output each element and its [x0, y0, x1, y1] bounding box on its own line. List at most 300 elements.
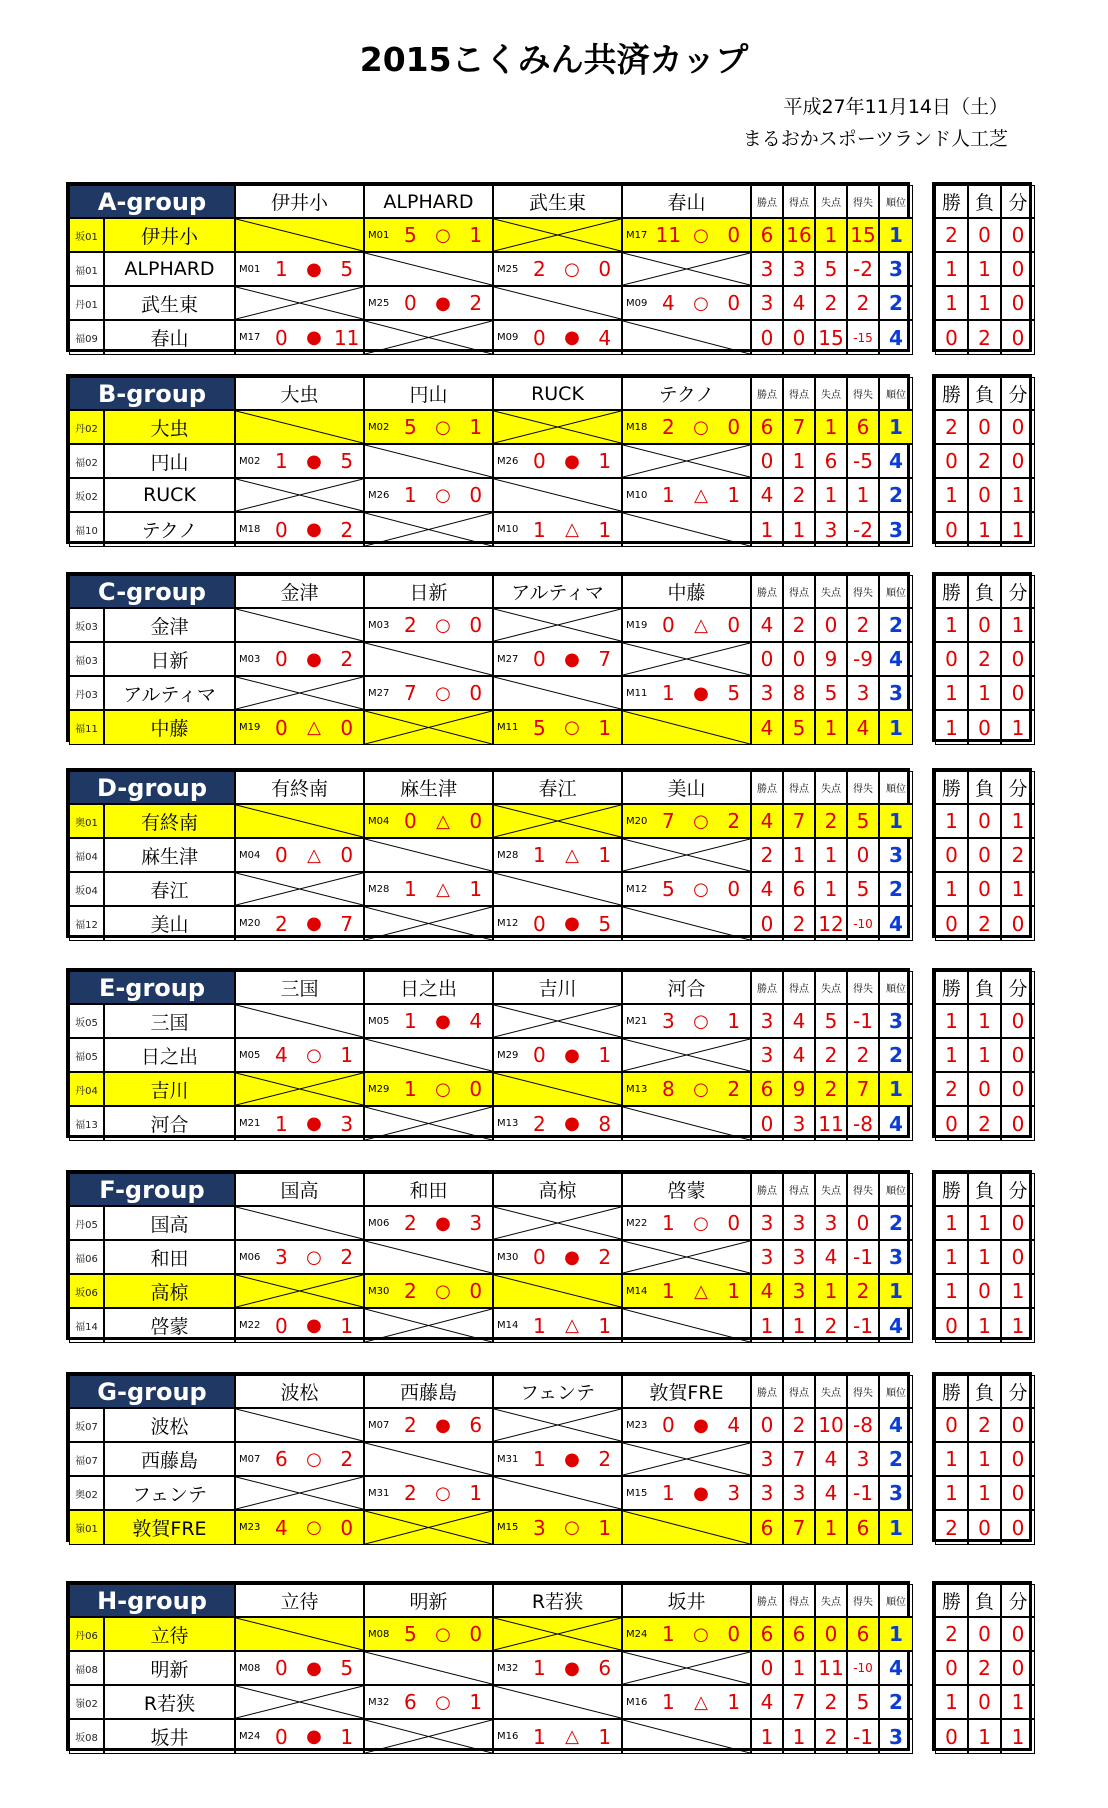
- stat-cell: [815, 252, 847, 286]
- record-value: 1: [945, 715, 958, 740]
- team-code: 丹06: [69, 1617, 104, 1651]
- record-value: 0: [945, 1313, 958, 1338]
- record-cell: [1001, 1617, 1035, 1651]
- rank-value: 2: [889, 1447, 903, 1471]
- column-team-header: 有終南: [235, 771, 364, 804]
- score-for: 11: [655, 223, 682, 247]
- row-team-name: 立待: [104, 1617, 235, 1651]
- stat-value: 6: [856, 1622, 870, 1646]
- score-for: 3: [532, 1515, 546, 1540]
- result-symbol: ●: [564, 1448, 580, 1470]
- result-symbol: ●: [306, 519, 322, 540]
- team-code: 福12: [69, 906, 104, 941]
- match-id: M18: [626, 421, 648, 433]
- score-for: 4: [661, 291, 675, 315]
- stat-value: 5: [856, 809, 870, 833]
- rank-value: 1: [889, 1622, 903, 1646]
- team-code: 福01: [69, 252, 104, 286]
- row-team-name: RUCK: [104, 478, 235, 512]
- record-cell: [935, 608, 968, 642]
- record-value: 2: [1011, 843, 1025, 867]
- row-team-name: 三国: [104, 1004, 235, 1038]
- stat-value: 6: [856, 415, 870, 439]
- record-value: 0: [1011, 223, 1025, 247]
- empty-cell: [364, 1510, 493, 1545]
- stat-header: 失点: [815, 575, 847, 608]
- empty-cell: [493, 1004, 622, 1038]
- record-header: 分: [1001, 1173, 1035, 1206]
- record-cell: [1001, 608, 1035, 642]
- no-match-cross: [623, 1241, 750, 1273]
- stat-cell: [847, 478, 879, 512]
- row-team-name: 明新: [104, 1651, 235, 1685]
- record-value: 1: [1011, 1313, 1025, 1338]
- stat-cell: [847, 1510, 879, 1545]
- record-value: 0: [1011, 1077, 1025, 1101]
- stat-cell: [815, 1510, 847, 1545]
- team-code: 坂01: [69, 218, 104, 252]
- stat-header: 失点: [815, 771, 847, 804]
- stat-value: 11: [818, 1656, 844, 1680]
- record-cell: [935, 676, 968, 710]
- record-value: 0: [945, 911, 958, 936]
- group-d: [66, 768, 1104, 938]
- record-cell: [935, 286, 968, 320]
- empty-cell: [622, 1038, 751, 1072]
- row-team-name: 和田: [104, 1240, 235, 1274]
- record-value: 0: [1011, 291, 1025, 315]
- stat-header: 得失: [847, 1584, 879, 1617]
- score-for: 0: [532, 1043, 546, 1067]
- score-against: 0: [340, 715, 354, 740]
- score-for: 6: [274, 1447, 288, 1471]
- stat-cell: [783, 1038, 815, 1072]
- stat-value: 3: [760, 1009, 774, 1033]
- record-cell: [1001, 1106, 1035, 1141]
- row-team-name: 中藤: [104, 710, 235, 745]
- record-cell: [968, 1106, 1001, 1141]
- record-value: 0: [978, 1077, 991, 1101]
- event-date: 平成27年11月14日（土）: [783, 96, 1008, 118]
- stat-value: 3: [792, 257, 806, 281]
- group-table: [66, 374, 910, 544]
- record-cell: [1001, 478, 1035, 512]
- score-against: 6: [469, 1413, 483, 1437]
- record-header: 負: [968, 377, 1001, 410]
- column-team-header: フェンテ: [493, 1375, 622, 1408]
- rank-value: 4: [889, 1656, 903, 1680]
- record-header: 負: [968, 1173, 1001, 1206]
- team-code: 坂08: [69, 1719, 104, 1754]
- stat-value: 9: [792, 1077, 806, 1101]
- stat-cell: [847, 608, 879, 642]
- column-team-header: 円山: [364, 377, 493, 410]
- stat-value: 4: [792, 1009, 806, 1033]
- group-e: [66, 968, 1104, 1138]
- empty-cell: [622, 710, 751, 745]
- rank-cell: [879, 1719, 913, 1754]
- no-match-cross: [365, 1511, 492, 1544]
- stat-value: 6: [760, 415, 774, 439]
- row-team-name: R若狭: [104, 1685, 235, 1719]
- rank-value: 1: [889, 809, 903, 833]
- team-code: 坂07: [69, 1408, 104, 1442]
- stat-value: 2: [824, 1690, 838, 1714]
- stat-cell: [847, 710, 879, 745]
- record-cell: [935, 1274, 968, 1308]
- match-result: [235, 1106, 364, 1141]
- no-match-cross: [236, 1477, 363, 1509]
- rank-cell: [879, 676, 913, 710]
- record-cell: [935, 320, 968, 355]
- record-value: 1: [945, 1009, 958, 1033]
- result-symbol: ○: [435, 224, 451, 246]
- stat-value: 3: [760, 1043, 774, 1067]
- group-h: [66, 1581, 1104, 1751]
- score-against: 1: [469, 223, 483, 247]
- record-value: 2: [945, 223, 958, 247]
- record-cell: [968, 1206, 1001, 1240]
- score-for: 0: [532, 647, 546, 671]
- stat-cell: [815, 1476, 847, 1510]
- record-value: 1: [945, 681, 958, 705]
- result-symbol: ●: [306, 648, 322, 670]
- stat-header: 得失: [847, 1375, 879, 1408]
- stat-cell: [751, 906, 783, 941]
- score-for: 5: [661, 877, 675, 901]
- record-header: 勝: [935, 971, 968, 1004]
- column-team-header: ALPHARD: [364, 185, 493, 218]
- stat-header: 得失: [847, 1173, 879, 1206]
- group-name: D-group: [69, 771, 235, 804]
- record-cell: [1001, 1719, 1035, 1754]
- stat-cell: [847, 286, 879, 320]
- record-value: 1: [1011, 517, 1025, 542]
- record-table: [932, 374, 1032, 544]
- match-id: M16: [497, 1731, 519, 1742]
- no-match-cross: [236, 677, 363, 709]
- stat-cell: [815, 410, 847, 444]
- stat-value: 1: [792, 843, 806, 867]
- record-cell: [1001, 676, 1035, 710]
- score-against: 5: [727, 681, 741, 705]
- column-team-header: 三国: [235, 971, 364, 1004]
- rank-value: 3: [889, 1245, 903, 1269]
- rank-value: 2: [889, 291, 903, 315]
- score-against: 0: [469, 809, 483, 833]
- rank-cell: [879, 1408, 913, 1442]
- rank-cell: [879, 444, 913, 478]
- result-symbol: ●: [564, 1246, 580, 1268]
- no-match-cross: [623, 1443, 750, 1475]
- row-team-name: 吉川: [104, 1072, 235, 1106]
- stat-cell: [783, 1442, 815, 1476]
- match-result: [493, 1719, 622, 1754]
- rank-cell: [879, 1651, 913, 1685]
- match-id: M25: [497, 263, 519, 275]
- row-team-name: 啓蒙: [104, 1308, 235, 1343]
- empty-cell: [622, 252, 751, 286]
- group-name: G-group: [69, 1375, 235, 1408]
- score-for: 1: [661, 1481, 675, 1505]
- stat-cell: [783, 676, 815, 710]
- column-team-header: 立待: [235, 1584, 364, 1617]
- stat-value: 3: [760, 257, 774, 281]
- record-cell: [1001, 1206, 1035, 1240]
- result-symbol: ○: [693, 416, 709, 438]
- stat-cell: [783, 1510, 815, 1545]
- record-value: 0: [1011, 1043, 1025, 1067]
- rank-cell: [879, 410, 913, 444]
- row-team-name: 高椋: [104, 1274, 235, 1308]
- record-value: 1: [945, 613, 958, 637]
- record-value: 1: [978, 681, 991, 705]
- score-against: 4: [727, 1413, 741, 1437]
- match-result: [364, 1004, 493, 1038]
- stat-value: 0: [760, 1656, 774, 1680]
- record-value: 0: [978, 1690, 991, 1714]
- record-cell: [968, 1308, 1001, 1343]
- record-cell: [935, 804, 968, 838]
- team-code: 福04: [69, 838, 104, 872]
- score-for: 1: [532, 1656, 546, 1680]
- stat-value: 4: [824, 1481, 838, 1505]
- stat-cell: [751, 872, 783, 906]
- record-cell: [1001, 1476, 1035, 1510]
- record-cell: [1001, 872, 1035, 906]
- team-code: 福14: [69, 1308, 104, 1343]
- result-symbol: ●: [435, 1212, 451, 1234]
- result-symbol: ●: [693, 1482, 709, 1504]
- empty-cell: [493, 218, 622, 252]
- stat-cell: [815, 478, 847, 512]
- stat-cell: [783, 906, 815, 941]
- record-cell: [1001, 1308, 1035, 1343]
- record-value: 0: [945, 1111, 958, 1136]
- match-result: [364, 218, 493, 252]
- row-team-name: 日新: [104, 642, 235, 676]
- empty-cell: [493, 1206, 622, 1240]
- empty-cell: [235, 286, 364, 320]
- result-symbol: ○: [435, 1623, 451, 1645]
- record-value: 0: [978, 613, 991, 637]
- score-against: 0: [340, 843, 354, 867]
- stat-value: 2: [824, 1313, 838, 1338]
- empty-cell: [364, 710, 493, 745]
- record-header: 負: [968, 771, 1001, 804]
- stat-value: 10: [818, 1413, 844, 1437]
- stat-cell: [783, 804, 815, 838]
- row-team-name: 大虫: [104, 410, 235, 444]
- match-result: [622, 1274, 751, 1308]
- result-symbol: △: [565, 1315, 579, 1336]
- stat-cell: [847, 1719, 879, 1754]
- score-against: 7: [598, 647, 612, 671]
- stat-cell: [783, 320, 815, 355]
- score-for: 3: [274, 1245, 288, 1269]
- score-against: 2: [340, 1245, 354, 1269]
- result-symbol: ●: [306, 1726, 322, 1747]
- stat-cell: [751, 1442, 783, 1476]
- match-result: [235, 906, 364, 941]
- row-team-name: 河合: [104, 1106, 235, 1141]
- row-team-name: 円山: [104, 444, 235, 478]
- empty-cell: [622, 1651, 751, 1685]
- record-table: [932, 1372, 1032, 1542]
- match-id: M12: [497, 918, 519, 929]
- stat-value: 0: [824, 1622, 838, 1646]
- match-result: [364, 676, 493, 710]
- record-cell: [968, 804, 1001, 838]
- record-cell: [968, 838, 1001, 872]
- record-cell: [935, 1206, 968, 1240]
- stat-cell: [847, 642, 879, 676]
- record-cell: [968, 1004, 1001, 1038]
- record-value: 0: [1011, 911, 1025, 936]
- record-cell: [968, 512, 1001, 547]
- record-header: 勝: [935, 771, 968, 804]
- column-team-header: テクノ: [622, 377, 751, 410]
- match-result: [235, 1651, 364, 1685]
- stat-value: 3: [792, 1279, 806, 1303]
- score-for: 1: [661, 1279, 675, 1303]
- score-against: 2: [469, 291, 483, 315]
- stat-value: 1: [824, 1515, 838, 1540]
- stat-cell: [847, 906, 879, 941]
- empty-cell: [235, 1274, 364, 1308]
- rank-cell: [879, 1072, 913, 1106]
- match-id: M10: [497, 524, 519, 535]
- result-symbol: △: [565, 519, 579, 540]
- match-id: M17: [626, 229, 648, 241]
- match-id: M32: [368, 1696, 390, 1708]
- column-team-header: 大虫: [235, 377, 364, 410]
- result-symbol: ○: [435, 682, 451, 704]
- result-symbol: ●: [435, 1010, 451, 1032]
- stat-value: 2: [856, 613, 870, 637]
- result-symbol: △: [694, 484, 708, 506]
- match-id: M31: [497, 1453, 519, 1465]
- match-id: M08: [239, 1662, 261, 1674]
- record-cell: [935, 1442, 968, 1476]
- score-against: 8: [598, 1111, 612, 1136]
- stat-header: 失点: [815, 377, 847, 410]
- no-match-cross: [236, 1618, 363, 1650]
- stat-value: 3: [760, 1481, 774, 1505]
- stat-cell: [815, 286, 847, 320]
- score-for: 2: [403, 1211, 417, 1235]
- rank-cell: [879, 1442, 913, 1476]
- stat-header: 得点: [783, 185, 815, 218]
- stat-value: -15: [853, 330, 873, 345]
- stat-cell: [847, 1240, 879, 1274]
- group-table: [66, 572, 910, 742]
- stat-header: 勝点: [751, 575, 783, 608]
- empty-cell: [364, 906, 493, 941]
- empty-cell: [364, 1038, 493, 1072]
- empty-cell: [235, 804, 364, 838]
- empty-cell: [364, 1442, 493, 1476]
- stat-header: 順位: [879, 1584, 913, 1617]
- stat-header: 得点: [783, 377, 815, 410]
- empty-cell: [622, 1106, 751, 1141]
- stat-value: 6: [792, 1622, 806, 1646]
- score-for: 0: [532, 1245, 546, 1269]
- column-team-header: 坂井: [622, 1584, 751, 1617]
- stat-value: -1: [853, 1009, 873, 1033]
- score-against: 2: [727, 809, 741, 833]
- record-header: 負: [968, 1584, 1001, 1617]
- match-result: [235, 1038, 364, 1072]
- record-value: 0: [1011, 325, 1025, 350]
- stat-value: 1: [856, 483, 870, 507]
- team-code: 福11: [69, 710, 104, 745]
- stat-value: 0: [760, 647, 774, 671]
- score-against: 0: [340, 1515, 354, 1540]
- record-value: 1: [978, 517, 991, 542]
- stat-header: 勝点: [751, 185, 783, 218]
- stat-header: 順位: [879, 1375, 913, 1408]
- rank-value: 2: [889, 1043, 903, 1067]
- stat-cell: [783, 1685, 815, 1719]
- match-result: [364, 1206, 493, 1240]
- no-match-cross: [623, 711, 750, 744]
- record-cell: [935, 1408, 968, 1442]
- score-for: 1: [403, 877, 417, 901]
- match-result: [493, 838, 622, 872]
- no-match-cross: [365, 445, 492, 477]
- no-match-cross: [236, 609, 363, 641]
- row-team-name: アルティマ: [104, 676, 235, 710]
- row-team-name: テクノ: [104, 512, 235, 547]
- stat-cell: [751, 1274, 783, 1308]
- row-team-name: 西藤島: [104, 1442, 235, 1476]
- match-id: M29: [368, 1083, 390, 1095]
- stat-value: 4: [824, 1245, 838, 1269]
- group-a: [66, 182, 1104, 352]
- rank-value: 3: [889, 843, 903, 867]
- stat-cell: [751, 676, 783, 710]
- score-for: 2: [403, 1279, 417, 1303]
- record-cell: [968, 286, 1001, 320]
- score-against: 1: [727, 1279, 741, 1303]
- record-value: 0: [978, 1622, 991, 1646]
- record-value: 0: [1011, 257, 1025, 281]
- score-for: 7: [403, 681, 417, 705]
- record-header: 負: [968, 1375, 1001, 1408]
- stat-cell: [783, 512, 815, 547]
- record-value: 0: [1011, 1515, 1025, 1540]
- record-cell: [1001, 906, 1035, 941]
- rank-value: 4: [889, 647, 903, 671]
- stat-value: 0: [856, 1211, 870, 1235]
- record-cell: [968, 478, 1001, 512]
- no-match-cross: [494, 1005, 621, 1037]
- score-for: 0: [274, 843, 288, 867]
- stat-cell: [751, 804, 783, 838]
- stat-header: 勝点: [751, 1173, 783, 1206]
- score-for: 0: [274, 1656, 288, 1680]
- event-venue: まるおかスポーツランド人工芝: [742, 128, 1008, 150]
- score-against: 6: [598, 1656, 612, 1680]
- stat-header: 失点: [815, 1375, 847, 1408]
- stat-cell: [783, 410, 815, 444]
- empty-cell: [493, 676, 622, 710]
- rank-cell: [879, 1004, 913, 1038]
- stat-value: 1: [824, 843, 838, 867]
- stat-cell: [847, 804, 879, 838]
- stat-cell: [751, 1072, 783, 1106]
